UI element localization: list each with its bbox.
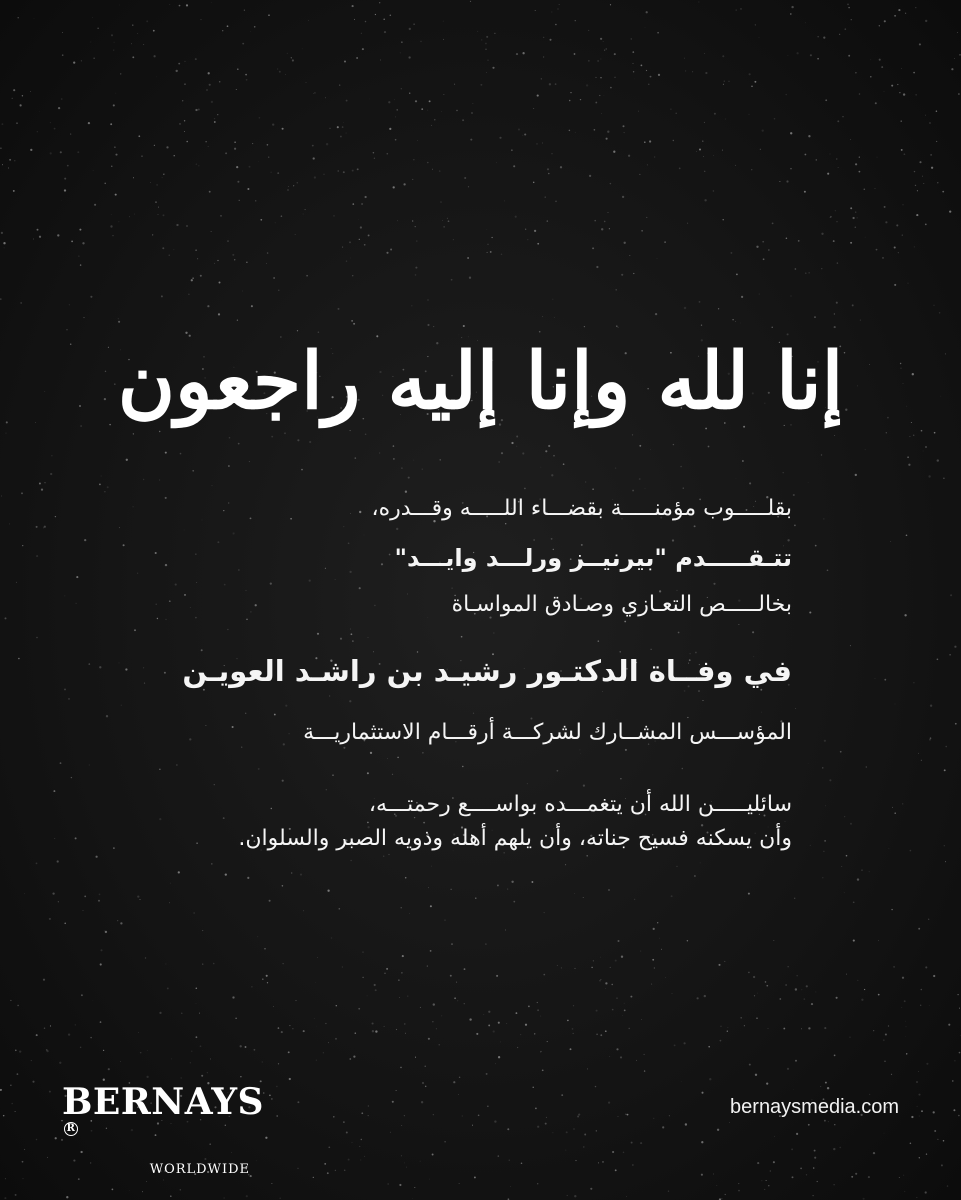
deceased-name-line: في وفــاة الدكتـور رشيـد بن راشـد العويـن — [182, 654, 792, 688]
logo-name: BERNAYS — [62, 1081, 265, 1123]
quran-calligraphy-verse: إنا لله وإنا إليه راجعون — [117, 336, 844, 427]
website-url: bernaysmedia.com — [730, 1096, 899, 1118]
registered-mark-icon: R — [64, 1122, 78, 1136]
logo-tagline: WORLDWIDE — [149, 1162, 250, 1177]
prayer-line-1: سائليـــــن الله أن يتغمـــده بواســــع رحمتـــه، — [368, 792, 792, 817]
condolence-line-3: بخالـــــص التعـازي وصـادق المواسـاة — [451, 592, 792, 617]
deceased-title-line: المؤســـس المشــارك لشركـــة أرقـــام الاستثماريـــة — [303, 720, 792, 745]
bernays-logo — [62, 1081, 265, 1177]
condolence-line-1: بقلـــــوب مؤمنـــــة بقضـــاء اللـــــه وقـــدره، — [371, 496, 792, 521]
condolence-line-2: تتـقـــــدم "بيرنيــز ورلـــد وايـــد" — [394, 544, 792, 572]
prayer-line-2: وأن يسكنه فسيح جناته، وأن يلهم أهله وذويه الصبر والسلوان. — [238, 826, 792, 851]
